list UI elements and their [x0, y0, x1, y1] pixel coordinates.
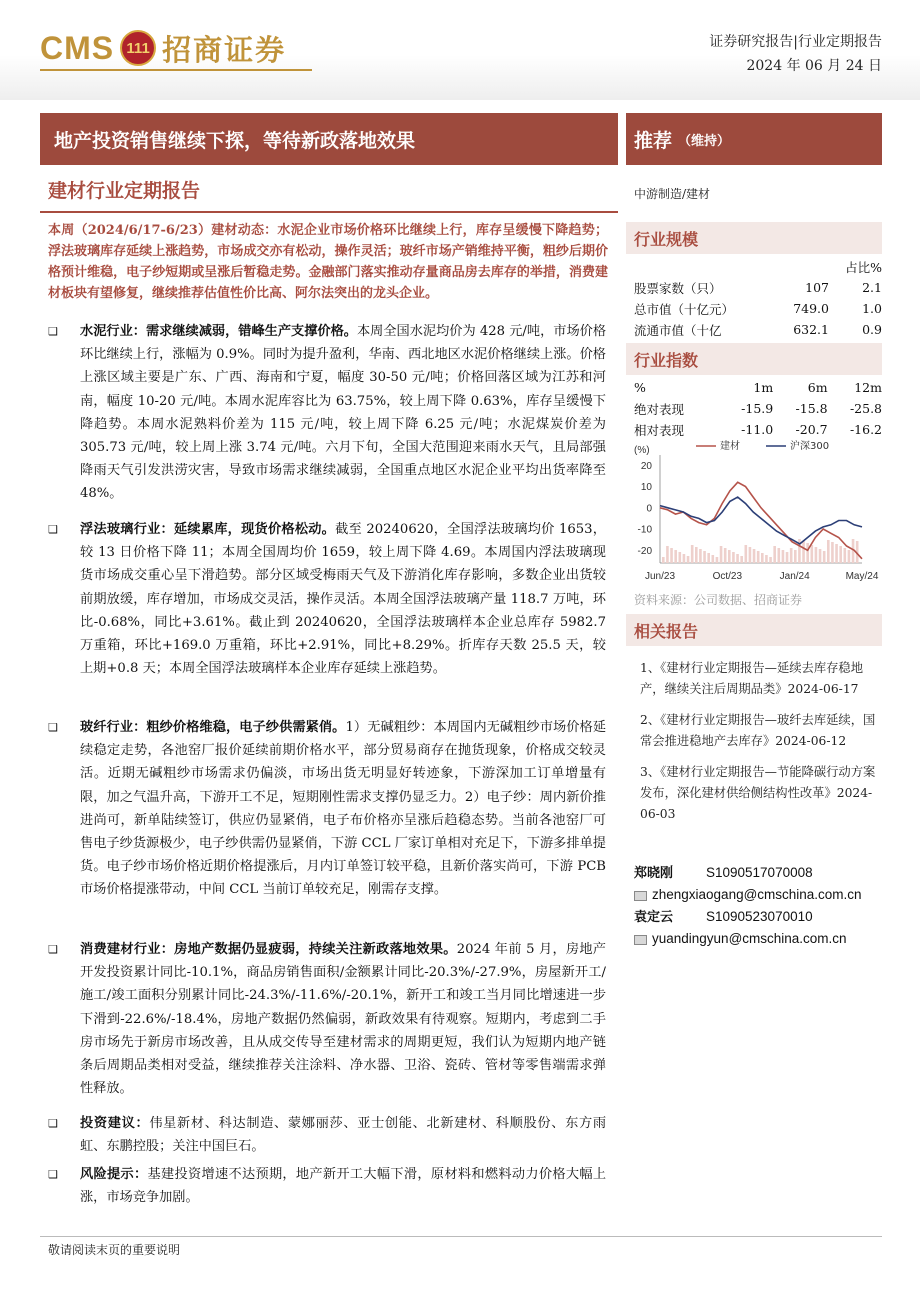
scale-section [626, 222, 882, 340]
legend-label: 沪深300 [790, 441, 830, 452]
email-icon [634, 935, 647, 945]
volume-bar [699, 549, 702, 563]
analyst-name: 郑晓刚 [634, 866, 674, 881]
sector-label: 中游制造/建材 [634, 187, 711, 201]
volume-bar [769, 557, 772, 563]
related-report[interactable]: 1、《建材行业定期报告—延续去库存稳地产，继续关注后周期品类》2024-06-17 [640, 661, 864, 696]
report-type: 证券研究报告|行业定期报告 [709, 34, 882, 50]
volume-bar [819, 549, 822, 563]
volume-bar [749, 547, 752, 563]
volume-bar [720, 546, 723, 563]
x-tick-label: Oct/23 [712, 571, 743, 582]
bullet-checkbox-icon: ❑ [48, 721, 58, 734]
volume-bar [687, 556, 690, 563]
bullet-fiberglass [48, 716, 606, 902]
bullet-body: 基建投资增速不达预期，地产新开工大幅下滑，原材料和燃料动力价格大幅上涨，市场竞争加剧。 [80, 1167, 607, 1206]
volume-bar [835, 544, 838, 563]
row-label: 绝对表现 [634, 401, 685, 417]
scale-col-header: 占比% [845, 259, 882, 275]
row-value: -25.8 [849, 401, 882, 416]
x-tick-label: May/24 [845, 571, 879, 582]
volume-bar [806, 543, 809, 563]
volume-bar [815, 547, 818, 563]
volume-bar [695, 547, 698, 563]
bullet-body: 本周全国水泥均价为 428 元/吨，市场价格环比继续上行，涨幅为 0.9%。同时为提升盈利，华南、西北地区水泥价格继续上涨。价格上涨区域主要是广东、广西、海南和宁夏，幅度 30-50 元/吨；价格回落区域为江苏和河南，幅度 10-20 元/吨。本周水泥库容比为 63.75%，较上周下降 0.63%，库存呈缓慢下降趋势。本周水泥熟料价差为 115 元/吨，较上周下降 6.25 元/吨；水泥煤炭价差为 305.73 元/吨，较上周上涨 3.74 元/吨。六月下旬，全国大范围迎来雨水天气，且局部强降雨天气引发洪涝灾害，导致市场需求继续减弱，全国重点地区水泥企业平均出货率降至 48%。 [80, 324, 607, 502]
bullet-checkbox-icon: ❑ [48, 523, 58, 536]
volume-bar [732, 552, 735, 563]
footer-divider [40, 1236, 882, 1237]
volume-bar [790, 548, 793, 563]
chart-source: 资料来源：公司数据、招商证券 [634, 593, 803, 607]
row-share: 2.1 [862, 280, 882, 295]
volume-bar [716, 557, 719, 563]
row-value: 749.0 [793, 301, 829, 316]
bullet-glass [48, 518, 606, 680]
volume-bar [670, 548, 673, 563]
subtitle-divider [40, 211, 618, 213]
volume-bar [666, 546, 669, 563]
logo-latin: CMS [40, 29, 115, 66]
volume-bar [844, 548, 847, 563]
related-report[interactable]: 3、《建材行业定期报告—节能降碳行动方案发布，深化建材供给侧结构性改革》2024-06-03 [640, 765, 876, 821]
logo-chinese: 招商证券 [162, 32, 287, 67]
bullet-consumer [48, 938, 606, 1100]
row-label: 流通市值（十亿 [634, 322, 722, 338]
volume-bar [724, 548, 727, 563]
legend-label: 建材 [720, 441, 740, 452]
rating-label: 推荐 [634, 129, 673, 152]
scale-table [634, 256, 882, 340]
index-chart [626, 437, 882, 587]
volume-bar [757, 551, 760, 563]
series-line [660, 497, 862, 544]
related-report[interactable]: 2、《建材行业定期报告—玻纤去库延续，国常会推进稳地产去库存》2024-06-12 [640, 713, 876, 748]
y-tick-label: 10 [640, 482, 652, 493]
volume-bar [823, 551, 826, 563]
rating-sub: （维持） [678, 133, 731, 149]
volume-bar [662, 557, 665, 563]
logo-underline [40, 69, 312, 71]
volume-bar [674, 550, 677, 563]
cms-logo [40, 26, 286, 70]
x-tick-label: Jun/23 [644, 571, 676, 582]
bullet-head: 投资建议： [80, 1116, 150, 1131]
bullet-head: 水泥行业：需求继续减弱，错峰生产支撑价格。 [80, 324, 357, 339]
volume-bar [703, 551, 706, 563]
volume-bar [728, 550, 731, 563]
analyst-email[interactable]: yuandingyun@cmschina.com.cn [652, 931, 847, 946]
col-header: 6m [807, 380, 828, 395]
index-title: 行业指数 [626, 343, 882, 375]
bullet-checkbox-icon: ❑ [48, 1168, 58, 1181]
volume-bar [679, 552, 682, 563]
bullet-body: 1）无碱粗纱：本周国内无碱粗纱市场价格延续稳定走势，各池窑厂报价延续前期价格水平，部分贸易商存在抛货现象，价格成交较灵活。近期无碱粗纱市场需求仍偏淡，市场出货无明显好转迹象，下游深加工订单增量有限，加之气温升高，下游开工不足，短期刚性需求支撑仍显乏力。2）电子纱：周内新价推进尚可，新单陆续签订，供应仍显紧俏，电子布价格亦呈涨后趋稳态势。当前各池窑厂可售电子纱货源极少，电子纱供需仍显紧俏，下游 CCL 厂家订单相对充足下，下游多排单提货。电子纱市场价格近期价格提涨后，月内订单签订较平稳，且新价落实尚可，下游 PCB 市场价格提涨带动，中间 CCL 当前订单较充足，刚需存支撑。 [80, 720, 607, 898]
volume-bar [782, 550, 785, 563]
table-row [634, 319, 882, 340]
analyst-1 [634, 862, 862, 903]
table-row [634, 398, 882, 419]
related-section [626, 614, 882, 835]
logo-coin-icon: 111 [120, 30, 156, 66]
x-tick-label: Jan/24 [779, 571, 810, 582]
bullet-body: 截至 20240620，全国浮法玻璃均价 1653，较 13 日价格下降 11；本周全国周均价 1659，较上周下降 4.69。本周国内浮法玻璃现货市场成交重心呈下滑趋势。部分区域受梅雨天气及下游消化库存影响，多数企业出货较前期放缓，库存增加，市场成交灵活，操作灵活。本周全国浮法玻璃产量 118.7 万吨，环比-0.68%，同比+3.61%。截止到 20240620，全国浮法玻璃样本企业总库存 5982.7 万重箱，环比+169.0 万重箱，环比+2.91%，同比+8.29%。折库存天数 25.5 天，较上期+0.8 天；本周全国浮法玻璃样本企业库存延续上涨趋势。 [80, 522, 606, 677]
y-tick-label: 20 [640, 460, 652, 472]
related-title: 相关报告 [626, 614, 882, 646]
volume-bar [778, 548, 781, 563]
row-value: -16.2 [849, 422, 882, 437]
row-value: -15.8 [795, 401, 828, 416]
volume-bar [765, 555, 768, 563]
col-header: 12m [854, 380, 882, 395]
row-label: 股票家数（只） [634, 280, 722, 296]
y-tick-label: -20 [637, 545, 652, 557]
bullet-cement [48, 320, 606, 506]
analyst-email[interactable]: zhengxiaogang@cmschina.com.cn [652, 887, 862, 902]
col-header: 1m [753, 380, 774, 395]
analyst-id: S1090517070008 [706, 865, 813, 880]
volume-bar [786, 552, 789, 563]
row-value: 107 [805, 280, 829, 295]
volume-bar [848, 550, 851, 563]
footer-note: 敬请阅读末页的重要说明 [48, 1243, 181, 1257]
y-tick-label: 0 [646, 503, 652, 515]
bullet-body: 2024 年前 5 月，房地产开发投资累计同比-10.1%，商品房销售面积/金额累计同比-20.3%/-27.9%，房屋新开工/施工/竣工面积分别累计同比-24.3%/-11.6%/-20.1%，新开工和竣工当月同比增速进一步下滑到-22.6%/-18.4%，房地产数据仍然偏弱，新政效果有待观察。短期内，考虑到二手房市场先于新房市场改善，且从成交传导至建材需求的周期更短，我们认为短期内地产链条后周期品类相对受益，继续推荐关注涂料、净水器、卫浴、瓷砖、管材等零售端需求弹性释放。 [80, 942, 606, 1097]
row-share: 1.0 [862, 301, 882, 316]
volume-bar [802, 541, 805, 563]
volume-bar [827, 540, 830, 563]
volume-bar [740, 556, 743, 563]
summary-paragraph: 本周（2024/6/17-6/23）建材动态：水泥企业市场价格环比继续上行，库存呈缓慢下降趋势；浮法玻璃库存延续上涨趋势，市场成交亦有松动，操作灵活；玻纤市场产销维持平衡，粗纱后期价格预计维稳，电子纱短期或呈涨后暂稳走势。金融部门落实推动存量商品房去库存的举措，消费建材板块有望修复，继续推荐估值性价比高、阿尔法突出的龙头企业。 [48, 223, 608, 301]
volume-bar [794, 550, 797, 563]
volume-bar [707, 553, 710, 563]
analyst-id: S1090523070010 [706, 909, 813, 924]
volume-bar [712, 555, 715, 563]
bullet-invest [48, 1112, 606, 1158]
volume-bar [745, 545, 748, 563]
table-row [634, 298, 882, 319]
volume-bar [761, 553, 764, 563]
rating-box [626, 113, 882, 165]
bullet-head: 浮法玻璃行业：延续累库，现货价格松动。 [80, 522, 336, 537]
volume-bar [753, 549, 756, 563]
row-value: 632.1 [793, 322, 829, 337]
bullet-checkbox-icon: ❑ [48, 943, 58, 956]
bullet-head: 风险提示： [80, 1167, 148, 1182]
index-table [634, 377, 882, 440]
col-header: % [634, 380, 646, 395]
bullet-head: 玻纤行业：粗纱价格维稳，电子纱供需紧俏。 [80, 720, 346, 735]
volume-bar [683, 554, 686, 563]
table-row [634, 277, 882, 298]
report-title: 地产投资销售继续下探，等待新政落地效果 [40, 113, 618, 165]
bullet-checkbox-icon: ❑ [48, 1117, 58, 1130]
y-axis-label: (%) [634, 445, 650, 456]
volume-bar [811, 545, 814, 563]
bullet-body: 伟星新材、科达制造、蒙娜丽莎、亚士创能、北新建材、科顺股份、东方雨虹、东鹏控股；关注中国巨石。 [80, 1116, 607, 1155]
volume-bar [736, 554, 739, 563]
email-icon [634, 891, 647, 901]
row-value: -20.7 [795, 422, 828, 437]
index-section [626, 343, 882, 440]
bullet-checkbox-icon: ❑ [48, 325, 58, 338]
row-value: -11.0 [741, 422, 774, 437]
analyst-name: 袁定云 [634, 910, 674, 925]
bullet-risk [48, 1163, 606, 1209]
scale-title: 行业规模 [626, 222, 882, 254]
report-date: 2024 年 06 月 24 日 [746, 58, 882, 74]
volume-bar [839, 546, 842, 563]
analyst-2 [634, 906, 847, 947]
bullet-head: 消费建材行业：房地产数据仍显疲弱，持续关注新政落地效果。 [80, 942, 457, 957]
volume-bar [773, 546, 776, 563]
volume-bar [831, 542, 834, 563]
volume-bar [691, 545, 694, 563]
y-tick-label: -10 [637, 524, 652, 536]
row-label: 相对表现 [634, 422, 685, 438]
row-label: 总市值（十亿元） [634, 301, 735, 317]
report-subtitle: 建材行业定期报告 [48, 180, 201, 202]
row-share: 0.9 [862, 322, 882, 337]
row-value: -15.9 [741, 401, 774, 416]
